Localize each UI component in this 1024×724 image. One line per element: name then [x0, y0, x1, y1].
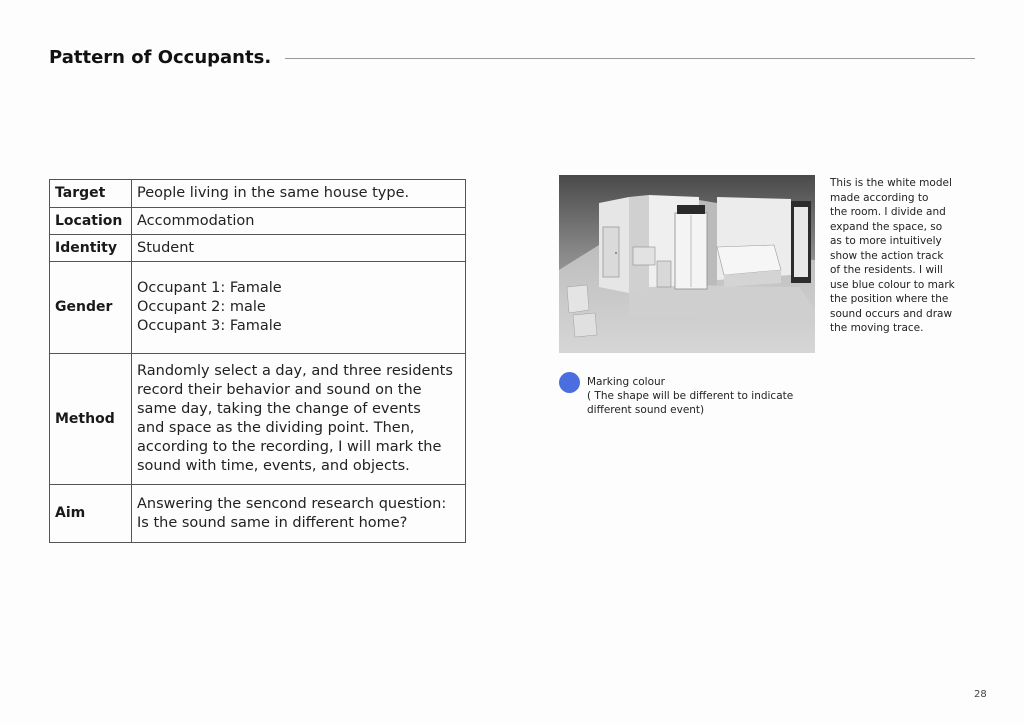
- row-key: Gender: [50, 262, 132, 354]
- table-row: [50, 208, 466, 235]
- white-model-photo: [559, 175, 815, 353]
- legend-line: Marking colour: [587, 376, 665, 388]
- description-line: This is the white model: [830, 177, 952, 189]
- row-value-line: record their behavior and sound on the: [137, 382, 422, 398]
- row-value: [132, 485, 466, 543]
- marking-legend: [587, 375, 793, 417]
- row-value-line: Occupant 2: male: [137, 299, 266, 315]
- row-value-line: Student: [137, 239, 195, 256]
- row-key: Method: [50, 354, 132, 485]
- row-value: [132, 262, 466, 354]
- title-rule: [285, 58, 975, 59]
- description-line: the room. I divide and: [830, 206, 946, 218]
- row-value-line: Occupant 3: Famale: [137, 318, 282, 334]
- info-table: [49, 179, 466, 543]
- row-key: Identity: [50, 235, 132, 262]
- table-row: [50, 235, 466, 262]
- description-line: expand the space, so: [830, 220, 943, 233]
- table-row: [50, 354, 466, 485]
- marking-colour-dot: [559, 372, 580, 393]
- page-number: 28: [974, 689, 987, 700]
- description-line: show the action track: [830, 249, 944, 262]
- description-line: made according to: [830, 191, 929, 204]
- table-row: [50, 180, 466, 208]
- row-value-line: according to the recording, I will mark the: [137, 439, 442, 455]
- row-key: Location: [50, 208, 132, 235]
- row-value: [132, 180, 466, 208]
- row-value: [132, 354, 466, 485]
- row-key: Aim: [50, 485, 132, 543]
- description-line: as to more intuitively: [830, 235, 942, 247]
- model-description: [830, 176, 976, 336]
- description-line: the moving trace.: [830, 322, 924, 334]
- table-row: [50, 485, 466, 543]
- row-value-line: Occupant 1: Famale: [137, 280, 282, 296]
- row-value-line: Accommodation: [137, 212, 255, 229]
- row-value-line: People living in the same house type.: [137, 185, 410, 201]
- row-value: [132, 235, 466, 262]
- description-line: the position where the: [830, 293, 949, 305]
- row-value-line: and space as the dividing point. Then,: [137, 420, 415, 436]
- description-line: use blue colour to mark: [830, 278, 955, 291]
- row-value-line: Answering the sencond research question:: [137, 495, 447, 512]
- table-row: [50, 262, 466, 354]
- page-title: Pattern of Occupants.: [49, 47, 272, 68]
- row-value-line: same day, taking the change of events: [137, 401, 421, 417]
- description-line: sound occurs and draw: [830, 307, 953, 320]
- row-value-line: sound with time, events, and objects.: [137, 458, 410, 474]
- row-value-line: Is the sound same in different home?: [137, 514, 408, 531]
- row-value: [132, 208, 466, 235]
- description-line: of the residents. I will: [830, 264, 943, 276]
- legend-line: different sound event): [587, 404, 705, 416]
- row-value-line: Randomly select a day, and three residents: [137, 363, 453, 379]
- legend-line: ( The shape will be different to indicate: [587, 390, 794, 402]
- row-key: Target: [50, 180, 132, 208]
